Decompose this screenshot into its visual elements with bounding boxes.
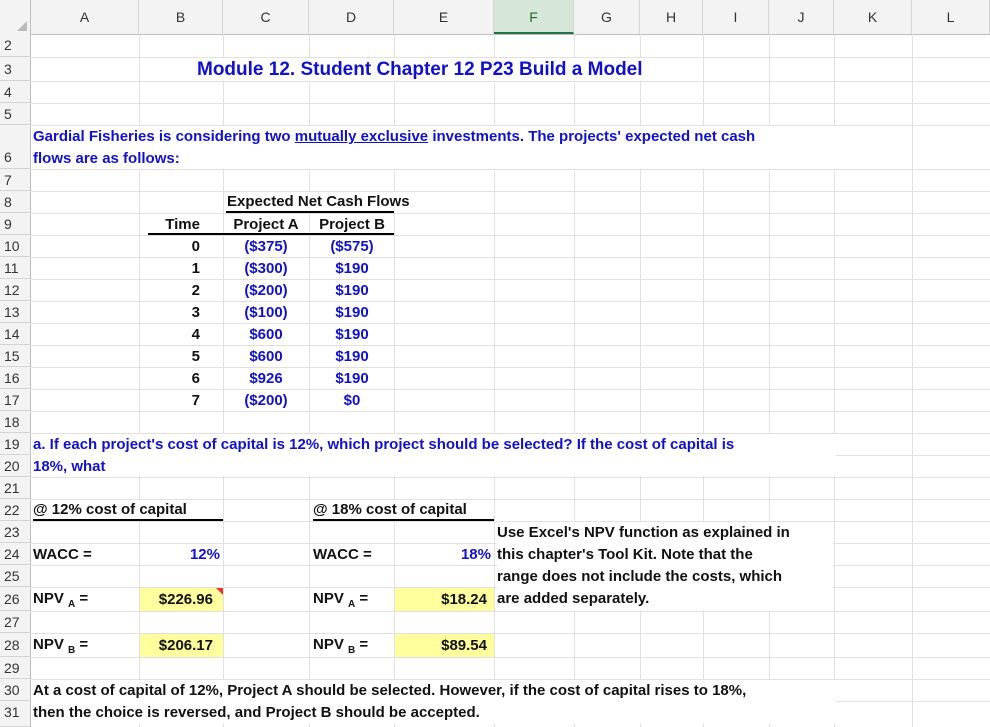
- project-b-cell[interactable]: $0: [310, 390, 394, 411]
- note-line: this chapter's Tool Kit. Note that the: [497, 546, 753, 563]
- conclusion-line1: At a cost of capital of 12%, Project A should be selected. However, if the cost of capital rises to 18%,: [33, 682, 747, 699]
- row-header[interactable]: 21: [0, 477, 30, 499]
- npv-subscript: A: [348, 599, 356, 610]
- column-header-b[interactable]: B: [139, 0, 223, 34]
- npv-equals: =: [355, 636, 369, 653]
- project-a-cell[interactable]: ($200): [224, 280, 308, 301]
- time-cell[interactable]: 2: [140, 280, 200, 301]
- comment-marker-icon[interactable]: [216, 588, 223, 595]
- row-header[interactable]: 29: [0, 657, 30, 679]
- project-b-cell[interactable]: ($575): [310, 236, 394, 257]
- row-header[interactable]: 6: [0, 125, 30, 169]
- question-a-line2: 18%, what: [33, 458, 106, 475]
- note-line: Use Excel's NPV function as explained in: [497, 524, 790, 541]
- select-all-triangle-icon: [17, 21, 27, 31]
- right-block-header: @ 18% cost of capital: [313, 501, 467, 518]
- row-header[interactable]: 26: [0, 587, 30, 611]
- column-header-i[interactable]: I: [703, 0, 769, 34]
- row-header[interactable]: 9: [0, 213, 30, 235]
- row-header[interactable]: 24: [0, 543, 30, 565]
- column-header-d[interactable]: D: [309, 0, 394, 34]
- row-header[interactable]: 13: [0, 301, 30, 323]
- row-header[interactable]: 4: [0, 81, 30, 103]
- row-header[interactable]: 15: [0, 345, 30, 367]
- npv-b-label-12: [33, 634, 88, 656]
- column-header-h[interactable]: H: [640, 0, 703, 34]
- row-header[interactable]: 3: [0, 57, 30, 81]
- column-header-g[interactable]: G: [574, 0, 640, 34]
- npv-a-value-18[interactable]: $18.24: [441, 591, 487, 608]
- npv-a-value-12[interactable]: $226.96: [158, 591, 213, 608]
- select-all-button[interactable]: [0, 0, 31, 34]
- table-header-time: Time: [140, 214, 200, 235]
- time-cell[interactable]: 5: [140, 346, 200, 367]
- row-header[interactable]: 18: [0, 411, 30, 433]
- row-header[interactable]: 2: [0, 34, 30, 57]
- project-a-cell[interactable]: $600: [224, 346, 308, 367]
- row-header[interactable]: 11: [0, 257, 30, 279]
- project-b-cell[interactable]: $190: [310, 258, 394, 279]
- row-header[interactable]: 8: [0, 191, 30, 213]
- page-title: Module 12. Student Chapter 12 P23 Build a Model: [193, 58, 647, 81]
- intro-emphasis: mutually exclusive: [294, 128, 429, 145]
- intro-text-part: investments. The projects' expected net cash: [428, 128, 756, 145]
- wacc-value-18[interactable]: 18%: [460, 546, 491, 563]
- npv-label-text: NPV: [313, 590, 344, 607]
- project-a-cell[interactable]: $600: [224, 324, 308, 345]
- column-header-j[interactable]: J: [769, 0, 834, 34]
- project-a-cell[interactable]: ($375): [224, 236, 308, 257]
- time-cell[interactable]: 3: [140, 302, 200, 323]
- time-cell[interactable]: 1: [140, 258, 200, 279]
- time-cell[interactable]: 0: [140, 236, 200, 257]
- row-header[interactable]: 12: [0, 279, 30, 301]
- row-header[interactable]: 28: [0, 633, 30, 657]
- project-b-cell[interactable]: $190: [310, 324, 394, 345]
- time-cell[interactable]: 7: [140, 390, 200, 411]
- column-header-l[interactable]: L: [912, 0, 990, 34]
- project-a-cell[interactable]: ($100): [224, 302, 308, 323]
- wacc-label-18: WACC =: [313, 546, 372, 563]
- row-header[interactable]: 7: [0, 169, 30, 191]
- project-b-cell[interactable]: $190: [310, 368, 394, 389]
- npv-a-label-12: [33, 588, 88, 610]
- left-block-header: @ 12% cost of capital: [33, 501, 187, 518]
- conclusion-text: [31, 680, 836, 724]
- row-header[interactable]: 10: [0, 235, 30, 257]
- npv-label-text: NPV: [33, 636, 64, 653]
- row-header[interactable]: 16: [0, 367, 30, 389]
- row-header[interactable]: 23: [0, 521, 30, 543]
- wacc-value-12[interactable]: 12%: [189, 546, 220, 563]
- column-header-c[interactable]: C: [223, 0, 309, 34]
- row-header[interactable]: 19: [0, 433, 30, 455]
- row-header[interactable]: 22: [0, 499, 30, 521]
- project-b-cell[interactable]: $190: [310, 280, 394, 301]
- npv-equals: =: [75, 590, 89, 607]
- npv-b-value-18[interactable]: $89.54: [441, 637, 487, 654]
- project-b-cell[interactable]: $190: [310, 346, 394, 367]
- row-header[interactable]: 17: [0, 389, 30, 411]
- npv-subscript: B: [348, 645, 356, 656]
- conclusion-line2: then the choice is reversed, and Project B should be accepted.: [33, 704, 480, 721]
- row-header[interactable]: 5: [0, 103, 30, 125]
- column-header-f[interactable]: F: [494, 0, 574, 34]
- project-a-cell[interactable]: $926: [224, 368, 308, 389]
- row-header[interactable]: 27: [0, 611, 30, 633]
- question-a: [31, 434, 836, 476]
- wacc-label-12: WACC =: [33, 546, 92, 563]
- npv-equals: =: [75, 636, 89, 653]
- time-cell[interactable]: 4: [140, 324, 200, 345]
- note-text: [497, 522, 833, 610]
- row-header[interactable]: 20: [0, 455, 30, 477]
- table-group-header: Expected Net Cash Flows: [224, 192, 437, 212]
- npv-b-value-12[interactable]: $206.17: [158, 637, 213, 654]
- project-a-cell[interactable]: ($200): [224, 390, 308, 411]
- row-header[interactable]: 25: [0, 565, 30, 587]
- row-header[interactable]: 14: [0, 323, 30, 345]
- question-a-line1: a. If each project's cost of capital is 12%, which project should be selected? If the cost of capital is: [33, 436, 735, 453]
- project-b-cell[interactable]: $190: [310, 302, 394, 323]
- column-header-e[interactable]: E: [394, 0, 494, 34]
- npv-a-label-18: [313, 588, 368, 610]
- npv-label-text: NPV: [33, 590, 64, 607]
- npv-subscript: B: [68, 645, 76, 656]
- npv-subscript: A: [68, 599, 76, 610]
- intro-text-part: Gardial Fisheries is considering two: [33, 128, 295, 145]
- note-line: are added separately.: [497, 590, 650, 607]
- table-header-project-b: Project B: [310, 214, 394, 235]
- note-line: range does not include the costs, which: [497, 568, 783, 585]
- table-header-project-a: Project A: [224, 214, 308, 235]
- intro-text: [31, 126, 836, 169]
- intro-text-line2: flows are as follows:: [33, 150, 180, 167]
- column-header-k[interactable]: K: [834, 0, 912, 34]
- npv-equals: =: [355, 590, 369, 607]
- time-cell[interactable]: 6: [140, 368, 200, 389]
- project-a-cell[interactable]: ($300): [224, 258, 308, 279]
- row-header[interactable]: 31: [0, 701, 30, 727]
- column-header-a[interactable]: A: [31, 0, 139, 34]
- npv-b-label-18: [313, 634, 368, 656]
- npv-label-text: NPV: [313, 636, 344, 653]
- row-header[interactable]: 30: [0, 679, 30, 701]
